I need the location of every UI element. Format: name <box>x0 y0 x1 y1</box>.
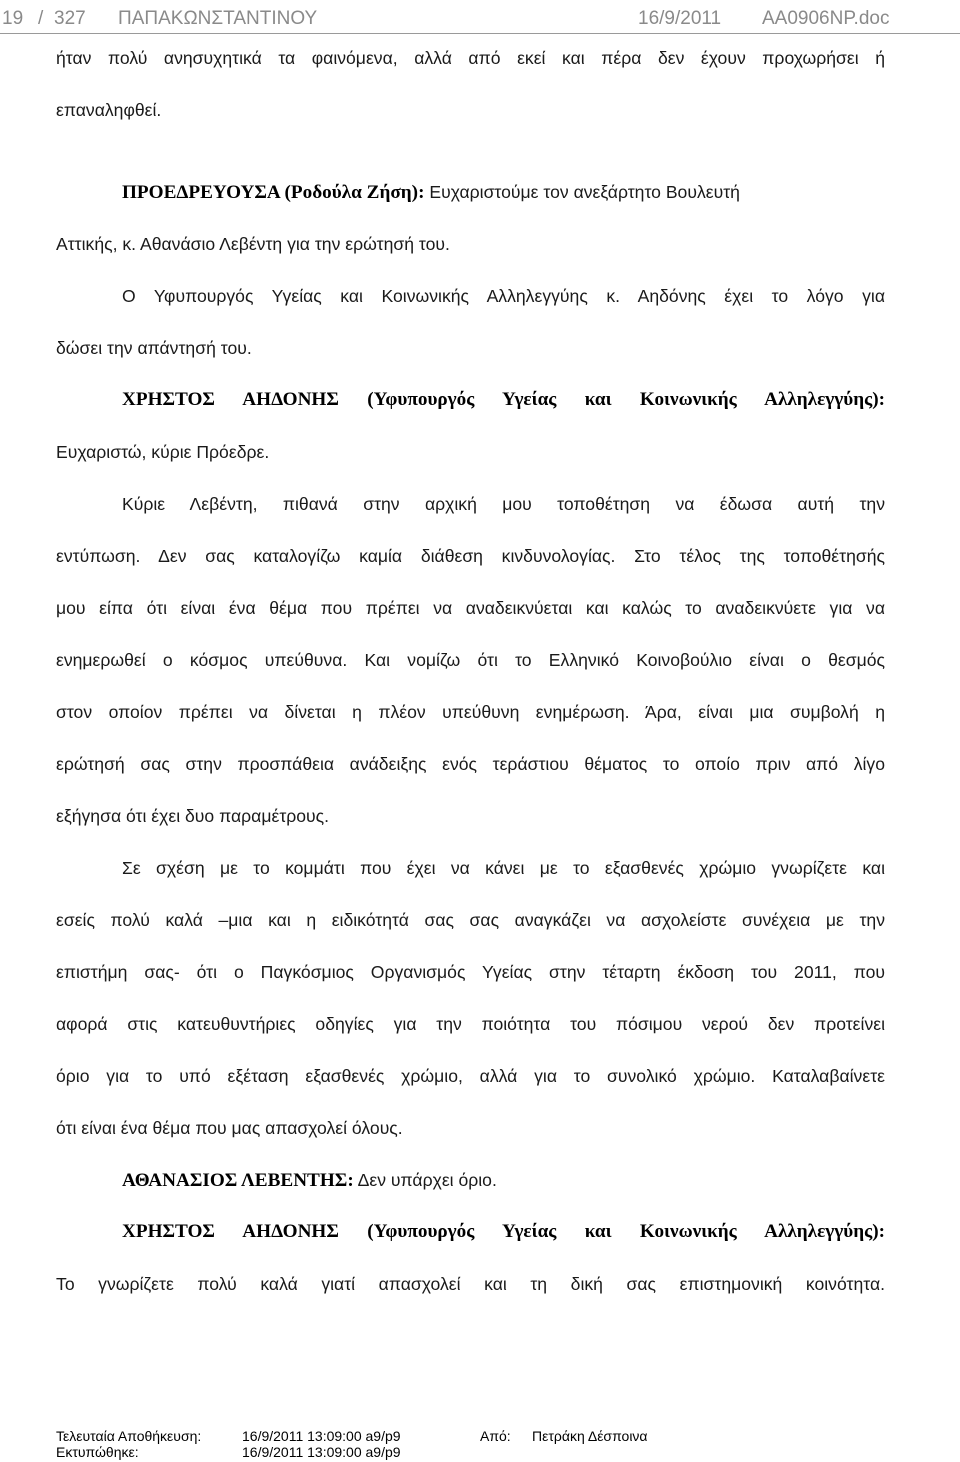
document-author: ΠΑΠΑΚΩΝΣΤΑΝΤΙΝΟΥ <box>118 8 318 29</box>
page-number-current: 19 <box>2 8 24 29</box>
text-line: Σε σχέση με το κομμάτι που έχει να κάνει με το εξασθενές χρώμιο γνωρίζετε και <box>122 858 885 878</box>
text-line: Το γνωρίζετε πολύ καλά γιατί απασχολεί και τη δική σας επιστημονική κοινότητα. <box>56 1274 885 1294</box>
footer-printed-label: Εκτυπώθηκε: <box>56 1444 139 1460</box>
text-line: δώσει την απάντησή του. <box>56 338 252 358</box>
footer-printed-row <box>0 1442 960 1462</box>
footer-saved-label: Τελευταία Αποθήκευση: <box>56 1428 202 1444</box>
footer-from-label: Από: <box>480 1428 511 1444</box>
footer-saved-value: 16/9/2011 13:09:00 a9/p9 <box>242 1428 401 1444</box>
text-line: στον οποίον πρέπει να δίνεται η πλέον υπεύθυνη ενημέρωση. Άρα, είναι μια συμβολή η <box>56 702 885 722</box>
page-number-separator: / <box>38 8 44 29</box>
speaker-name: ΠΡΟΕΔΡΕΥΟΥΣΑ (Ροδούλα Ζήση): <box>122 182 425 203</box>
text-line: Ευχαριστώ, κύριε Πρόεδρε. <box>56 442 270 462</box>
text-line: ερώτησή σας στην προσπάθεια ανάδειξης ενός τεράστιου θέματος το οποίο πριν από λίγο <box>56 754 885 774</box>
text-line: ήταν πολύ ανησυχητικά τα φαινόμενα, αλλά από εκεί και πέρα δεν έχουν προχωρήσει ή <box>56 48 885 68</box>
speaker-name: ΑΘΑΝΑΣΙΟΣ ΛΕΒΕΝΤΗΣ: <box>122 1170 354 1191</box>
speaker-line <box>122 385 885 415</box>
text-line: ενημερωθεί ο κόσμος υπεύθυνα. Και νομίζω ότι το Ελληνικό Κοινοβούλιο είναι ο θεσμός <box>56 650 885 670</box>
document-date: 16/9/2011 <box>638 8 722 29</box>
text-line: εσείς πολύ καλά –μια και η ειδικότητά σας σας αναγκάζει να ασχολείστε συνέχεια με την <box>56 910 885 930</box>
text-line: αφορά στις κατευθυντήριες οδηγίες για την ποιότητα του πόσιμου νερού δεν προτείνει <box>56 1014 885 1034</box>
speaker-line <box>122 177 885 207</box>
text-line: επιστήμη σας- ότι ο Παγκόσμιος Οργανισμός Υγείας στην τέταρτη έκδοση του 2011, που <box>56 962 885 982</box>
text-line: όριο για το υπό εξέταση εξασθενές χρώμιο, αλλά για το συνολικό χρώμιο. Καταλαβαίνετε <box>56 1066 885 1086</box>
footer-printed-value: 16/9/2011 13:09:00 a9/p9 <box>242 1444 401 1460</box>
speaker-text: Δεν υπάρχει όριο. <box>353 1170 497 1190</box>
text-line: εξήγησα ότι έχει δυο παραμέτρους. <box>56 806 330 826</box>
speaker-name: ΧΡΗΣΤΟΣ ΑΗΔΟΝΗΣ (Υφυπουργός Υγείας και Κοινωνικής Αλληλεγγύης): <box>122 389 885 410</box>
text-line: επαναληφθεί. <box>56 100 162 120</box>
document-filename: AA0906NP.doc <box>762 8 890 29</box>
speaker-text: Ευχαριστούμε τον ανεξάρτητο Βουλευτή <box>424 182 740 202</box>
text-line: ότι είναι ένα θέμα που μας απασχολεί όλους. <box>56 1118 403 1138</box>
text-line: μου είπα ότι είναι ένα θέμα που πρέπει να αναδεικνύεται και καλώς το αναδεικνύετε για να <box>56 598 885 618</box>
speaker-line <box>122 1165 885 1195</box>
speaker-line <box>122 1217 885 1247</box>
text-line: Κύριε Λεβέντη, πιθανά στην αρχική μου τοποθέτηση να έδωσα αυτή την <box>122 494 885 514</box>
footer-from-value: Πετράκη Δέσποινα <box>532 1428 648 1444</box>
text-line: Αττικής, κ. Αθανάσιο Λεβέντη για την ερώτησή του. <box>56 234 450 254</box>
page-number-total: 327 <box>54 8 86 29</box>
speaker-name: ΧΡΗΣΤΟΣ ΑΗΔΟΝΗΣ (Υφυπουργός Υγείας και Κοινωνικής Αλληλεγγύης): <box>122 1221 885 1242</box>
text-line: εντύπωση. Δεν σας καταλογίζω καμία διάθεση κινδυνολογίας. Στο τέλος της τοποθέτησής <box>56 546 885 566</box>
text-line: Ο Υφυπουργός Υγείας και Κοινωνικής Αλληλεγγύης κ. Αηδόνης έχει το λόγο για <box>122 286 885 306</box>
